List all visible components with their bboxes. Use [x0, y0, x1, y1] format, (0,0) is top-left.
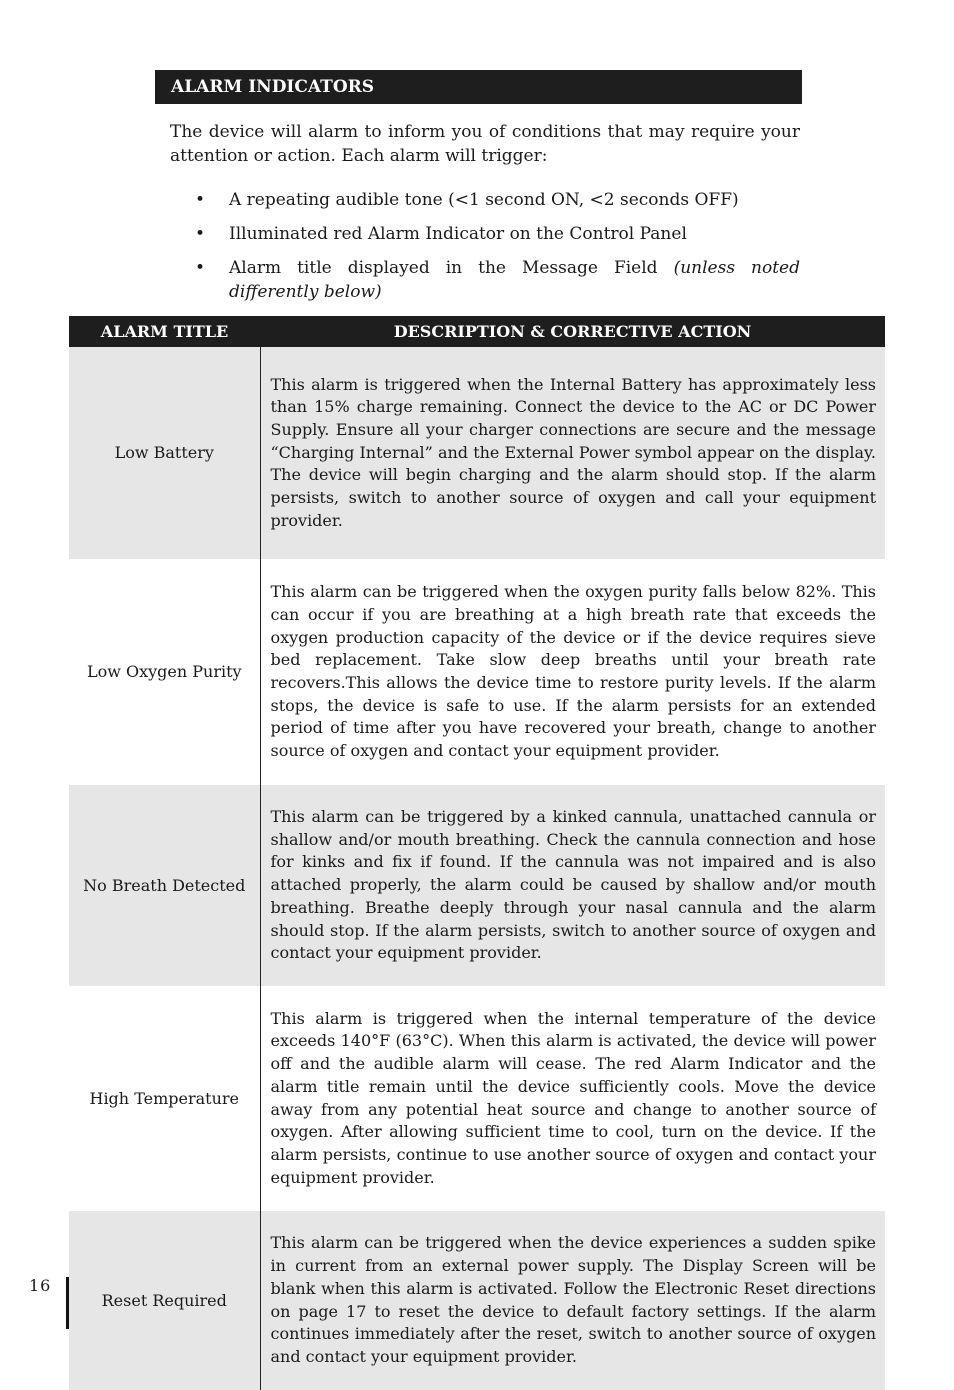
- alarm-table: [69, 316, 885, 1390]
- alarm-title-cell: No Breath Detected: [69, 785, 260, 986]
- alarm-description-cell: This alarm can be triggered when the oxygen purity falls below 82%. This can occur if you are breathing at a high breath rate that exceeds the oxygen production capacity of the device or if the device requires sieve bed replacement. Take slow deep breaths until your breath rate recovers.This allows the device time to restore purity levels. If the alarm stops, the device is safe to use. If the alarm persists for an extended period of time after you have recovered your breath, change to another source of oxygen and contact your equipment provider.: [270, 582, 876, 761]
- table-header-row: [69, 316, 885, 347]
- table-row: [69, 986, 885, 1211]
- alarm-title-cell: High Temperature: [69, 986, 260, 1211]
- alarm-title-cell: Low Battery: [69, 347, 260, 559]
- alarm-description-cell: This alarm can be triggered when the device experiences a sudden spike in current from an external power supply. The Display Screen will be blank when this alarm is activated. Follow the Electronic Reset directions on page 17 to reset the device to default factory settings. If the alarm continues immediately after the reset, switch to another source of oxygen and contact your equipment provider.: [260, 1211, 885, 1390]
- bullet-icon: •: [195, 224, 206, 244]
- page-number: 16: [29, 1276, 52, 1295]
- alarm-description-cell: This alarm can be triggered by a kinked cannula, unattached cannula or shallow and/or mouth breathing. Check the cannula connection and hose for kinks and fix if found. If the cannula was not impaired and is also attached properly, the alarm could be caused by shallow and/or mouth breathing. Breathe deeply through your nasal cannula and the alarm should stop. If the alarm persists, switch to another source of oxygen and contact your equipment provider.: [260, 785, 885, 986]
- column-header-description: DESCRIPTION & CORRECTIVE ACTION: [260, 316, 885, 347]
- alarm-trigger-list: [195, 188, 800, 314]
- table-row: [69, 559, 885, 785]
- intro-paragraph: The device will alarm to inform you of conditions that may require your attention or action. Each alarm will trigger:: [170, 122, 800, 166]
- list-item-text: A repeating audible tone (<1 second ON, <2 seconds OFF): [229, 190, 739, 210]
- column-header-alarm-title: ALARM TITLE: [69, 316, 260, 347]
- list-item-text: Alarm title displayed in the Message Field: [229, 258, 674, 278]
- alarm-description-cell: This alarm is triggered when the Internal Battery has approximately less than 15% charge remaining. Connect the device to the AC or DC Power Supply. Ensure all your charger connections are secure and the message “Charging Internal” and the External Power symbol appear on the display. The device will begin charging and the alarm should stop. If the alarm persists, switch to another source of oxygen and call your equipment provider.: [260, 347, 885, 559]
- page-margin-rule: [66, 1277, 69, 1329]
- list-item-note: (unless noted differently below): [229, 258, 800, 302]
- list-item: [195, 188, 800, 212]
- alarm-title-cell: Low Oxygen Purity: [69, 559, 260, 785]
- list-item-text: Illuminated red Alarm Indicator on the Control Panel: [229, 224, 687, 244]
- bullet-icon: •: [195, 258, 206, 278]
- list-item: [195, 222, 800, 246]
- list-item: [195, 256, 800, 304]
- table-row: [69, 347, 885, 559]
- alarm-description-cell: This alarm is triggered when the internal temperature of the device exceeds 140°F (63°C). When this alarm is activated, the device will power off and the audible alarm will cease. The red Alarm Indicator and the alarm title remain until the device sufficiently cools. Move the device away from any potential heat source and change to another source of oxygen. After allowing sufficient time to cool, turn on the device. If the alarm persists, continue to use another source of oxygen and contact your equipment provider.: [270, 1008, 876, 1187]
- table-row: [69, 1211, 885, 1390]
- bullet-icon: •: [195, 190, 206, 210]
- table-row: [69, 785, 885, 986]
- alarm-title-cell: Reset Required: [69, 1211, 260, 1390]
- section-title: ALARM INDICATORS: [155, 70, 802, 104]
